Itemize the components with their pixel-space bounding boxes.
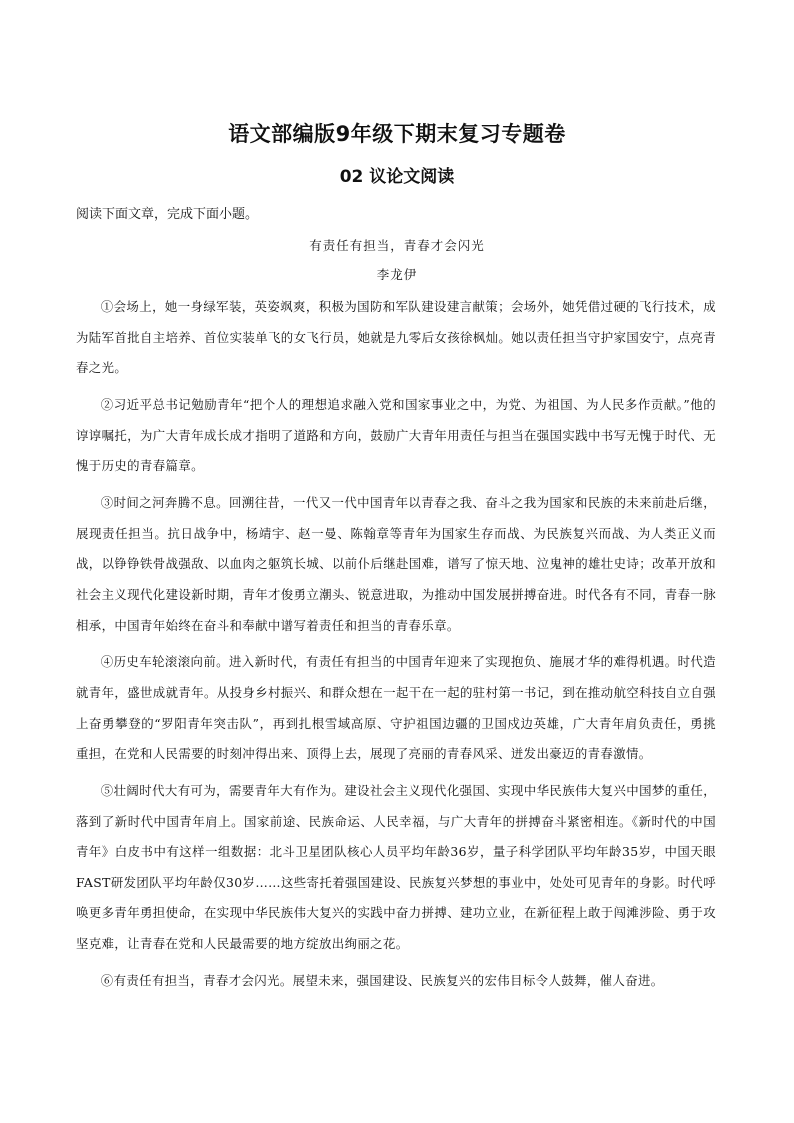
- paragraph-5: ⑤壮阔时代大有可为，需要青年大有作为。建设社会主义现代化强国、实现中华民族伟大复兴中国梦的重任，落到了新时代中国青年肩上。国家前途、民族命运、人民幸福，与广大青年的拼搏奋斗紧密相连。《新时代的中国青年》白皮书中有这样一组数据：北斗卫星团队核心人员平均年龄36岁，量子科学团队平均年龄35岁，中国天眼FAST研发团队平均年龄仅30岁……这些寄托着强国建设、民族复兴梦想的事业中，处处可见青年的身影。时代呼唤更多青年勇担使命，在实现中华民族伟大复兴的实践中奋力拼搏、建功立业，在新征程上敢于闯滩涉险、勇于攻坚克难，让青春在党和人民最需要的地方绽放出绚丽之花。: [76, 783, 716, 952]
- article-author: 李龙伊: [376, 267, 418, 282]
- paragraph-4: ④历史车轮滚滚向前。进入新时代，有责任有担当的中国青年迎来了实现抱负、施展才华的难得机遇。时代造就青年，盛世成就青年。从投身乡村振兴、和群众想在一起干在一起的驻村第一书记，到在推动航空科技自立自强上奋勇攀登的“罗阳青年突击队”，再到扎根雪域高原、守护祖国边疆的卫国戍边英雄，广大青年肩负责任，勇挑重担，在党和人民需要的时刻冲得出来、顶得上去，展现了亮丽的青春风采、迸发出豪迈的青春激情。: [76, 654, 716, 762]
- document-title: 语文部编版9年级下期末复习专题卷: [228, 122, 566, 146]
- paragraph-1: ①会场上，她一身绿军装，英姿飒爽，积极为国防和军队建设建言献策；会场外，她凭借过硬的飞行技术，成为陆军首批自主培养、首位实装单飞的女飞行员，她就是九零后女孩徐枫灿。她以责任担当守护家国安宁，点亮青春之光。: [76, 299, 716, 376]
- paragraph-2: ②习近平总书记勉励青年“把个人的理想追求融入党和国家事业之中，为党、为祖国、为人民多作贡献。”他的谆谆嘱托，为广大青年成长成才指明了道路和方向，鼓励广大青年用责任与担当在强国实践中书写无愧于时代、无愧于历史的青春篇章。: [76, 397, 716, 474]
- article-body: [76, 292, 716, 1003]
- article-title: 有责任有担当，青春才会闪光: [309, 238, 485, 253]
- paragraph-3: ③时间之河奔腾不息。回溯往昔，一代又一代中国青年以青春之我、奋斗之我为国家和民族的未来前赴后继，展现责任担当。抗日战争中，杨靖宇、赵一曼、陈翰章等青年为国家生存而战、为民族复兴而战、为人类正义而战，以铮铮铁骨战强敌、以血肉之躯筑长城、以前仆后继赴国难，谱写了惊天地、泣鬼神的雄壮史诗；改革开放和社会主义现代化建设新时期，青年才俊勇立潮头、锐意进取，为推动中国发展拼搏奋进。时代各有不同，青春一脉相承，中国青年始终在奋斗和奉献中谱写着责任和担当的青春乐章。: [76, 495, 716, 633]
- reading-instruction: 阅读下面文章，完成下面小题。: [76, 207, 259, 222]
- document-subtitle: 02 议论文阅读: [339, 167, 455, 187]
- paragraph-6: ⑥有责任有担当，青春才会闪光。展望未来，强国建设、民族复兴的宏伟目标令人鼓舞，催人奋进。: [100, 972, 664, 988]
